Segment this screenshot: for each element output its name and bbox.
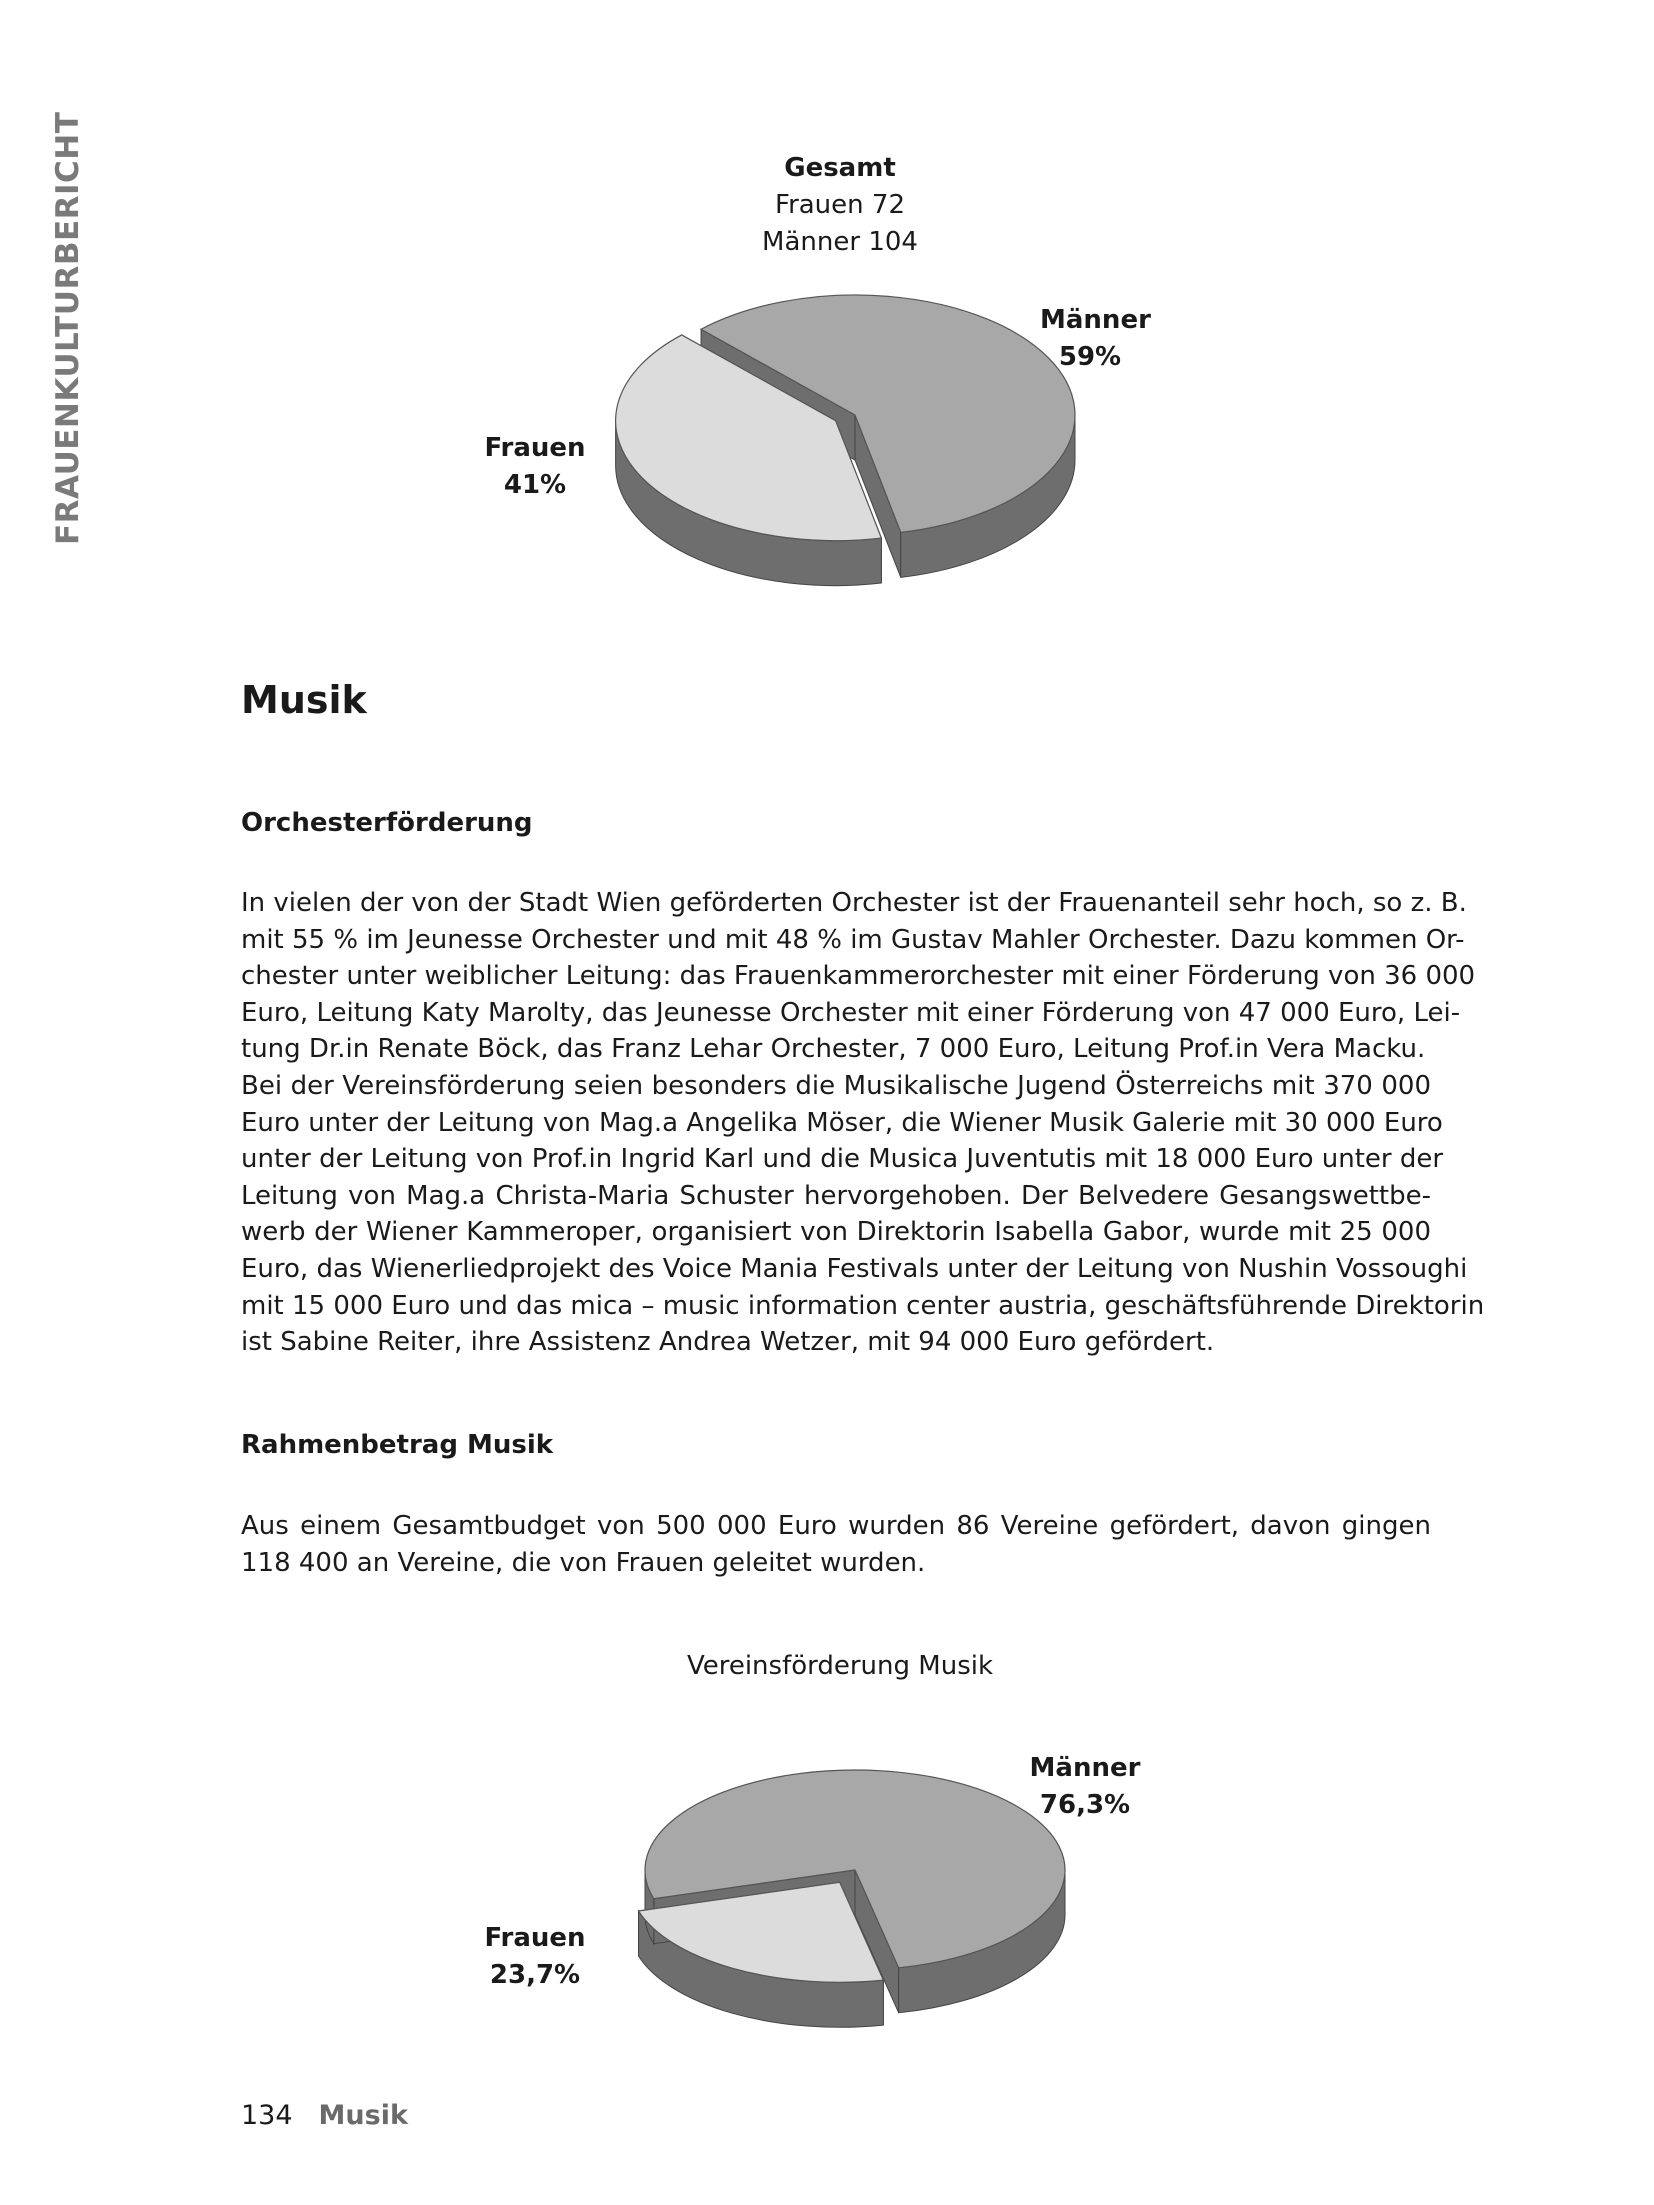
chart1-maenner-name: Männer [1040, 305, 1151, 335]
footer-section: Musik [318, 2100, 408, 2131]
text-line: Aus einem Gesamtbudget von 500 000 Euro wurden 86 Vereine gefördert, davon gingen [241, 1511, 1431, 1541]
text-line: Euro, Leitung Katy Marolty, das Jeunesse Orchester mit einer Förderung von 47 000 Euro, Lei- [241, 997, 1461, 1028]
chart1-frauen-name: Frauen [484, 433, 586, 463]
chart2-frauen-name: Frauen [484, 1923, 586, 1953]
text-line: mit 55 % im Jeunesse Orchester und mit 48 % im Gustav Mahler Orchester. Dazu kommen Or- [241, 924, 1465, 955]
paragraph-rahmenbetrag [241, 1508, 1431, 1581]
paragraph-orchesterfoerderung [241, 885, 1485, 1361]
text-line: tung Dr.in Renate Böck, das Franz Lehar Orchester, 7 000 Euro, Leitung Prof.in Vera Macku. [241, 1034, 1426, 1065]
text-line: 118 400 an Vereine, die von Frauen geleitet wurden. [241, 1547, 926, 1578]
chart1-label-frauen [480, 430, 590, 504]
chart2-title: Vereinsförderung Musik [686, 1651, 994, 1681]
chart2-label-frauen [480, 1920, 590, 1994]
chart1-label-maenner [1040, 302, 1151, 376]
text-line: Euro, das Wienerliedprojekt des Voice Mania Festivals unter der Leitung von Nushin Vossoughi [241, 1253, 1468, 1284]
chart2-maenner-percent: 76,3% [1039, 1790, 1131, 1820]
chart1-frauen-percent: 41% [503, 470, 567, 500]
page-number: 134 [241, 2100, 293, 2131]
chart1-title: Gesamt [784, 153, 896, 183]
running-side-title: FRAUENKULTURBERICHT [50, 111, 86, 545]
section-title: Musik [241, 678, 367, 722]
chart1-maenner-percent: 59% [1058, 342, 1122, 372]
text-line: mit 15 000 Euro und das mica – music information center austria, geschäftsführende Direktorin [241, 1290, 1485, 1321]
page-footer [241, 2100, 408, 2131]
chart1-frauen-count: Frauen 72 [775, 190, 905, 220]
pie-chart-vereinsfoerderung [480, 1640, 1200, 2060]
chart2-maenner-name: Männer [1029, 1753, 1141, 1783]
text-line: Bei der Vereinsförderung seien besonders die Musikalische Jugend Österreichs mit 370 000 [241, 1070, 1431, 1101]
text-line: chester unter weiblicher Leitung: das Frauenkammerorchester mit einer Förderung von 36 000 [241, 961, 1476, 992]
text-line: ist Sabine Reiter, ihre Assistenz Andrea Wetzer, mit 94 000 Euro gefördert. [241, 1327, 1215, 1358]
text-line: Euro unter der Leitung von Mag.a Angelika Möser, die Wiener Musik Galerie mit 30 000 Euro [241, 1107, 1443, 1138]
subsection-title-orchesterfoerderung: Orchesterförderung [241, 808, 533, 838]
text-line: Leitung von Mag.a Christa-Maria Schuster hervorgehoben. Der Belvedere Gesangswettbe- [241, 1180, 1431, 1211]
text-line: werb der Wiener Kammeroper, organisiert von Direktorin Isabella Gabor, wurde mit 25 000 [241, 1217, 1431, 1248]
chart2-frauen-percent: 23,7% [489, 1960, 581, 1990]
subsection-title-rahmenbetrag: Rahmenbetrag Musik [241, 1430, 554, 1460]
chart1-maenner-count: Männer 104 [762, 227, 918, 257]
chart2-label-maenner [1025, 1750, 1145, 1824]
text-line: In vielen der von der Stadt Wien geförderten Orchester ist der Frauenanteil sehr hoch, so z. B. [241, 888, 1467, 918]
pie-chart-gesamt [480, 140, 1200, 600]
chart2-pie-graphic [480, 1640, 1200, 2060]
text-line: unter der Leitung von Prof.in Ingrid Karl und die Musica Juventutis mit 18 000 Euro unter der [241, 1144, 1444, 1175]
